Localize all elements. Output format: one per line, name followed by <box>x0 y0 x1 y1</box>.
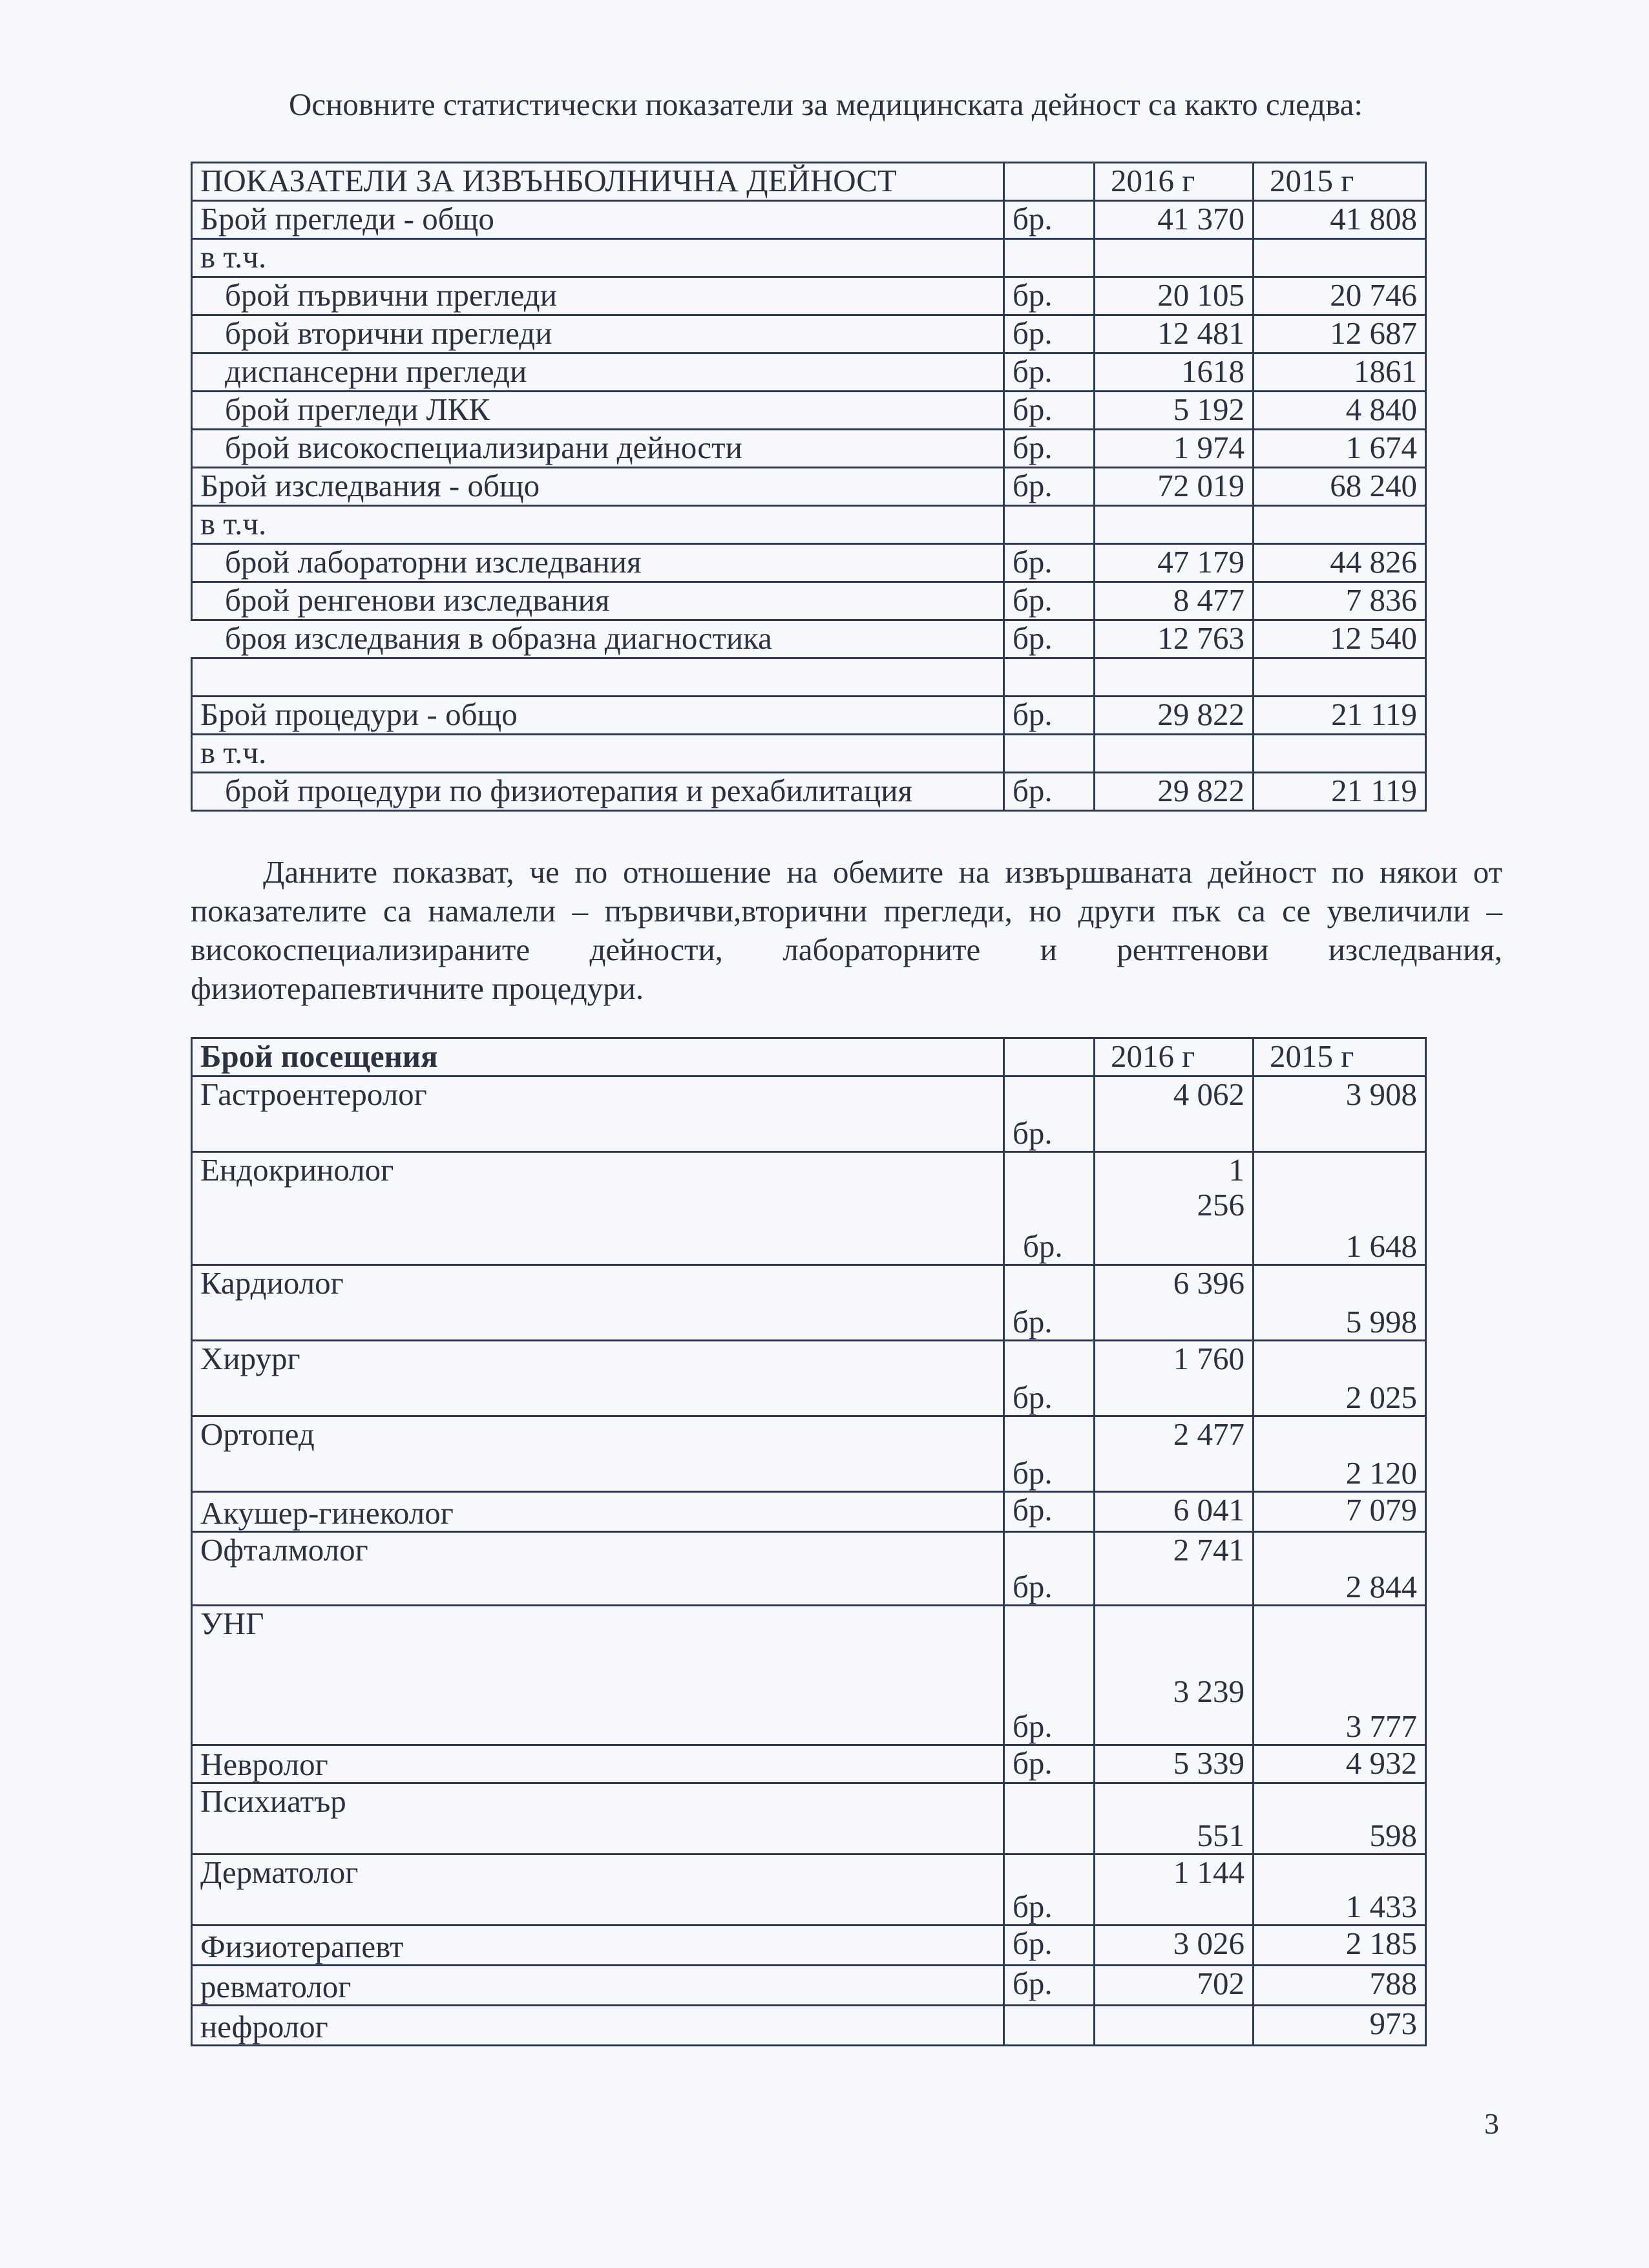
row-2016: 551 <box>1095 1783 1254 1854</box>
row-2015: 7 079 <box>1254 1492 1426 1532</box>
table-row <box>192 735 1426 773</box>
row-2016 <box>1095 2006 1254 2046</box>
row-unit: бр. <box>1004 1492 1095 1532</box>
summary-paragraph <box>191 853 1502 1008</box>
row-unit: бр. <box>1004 1152 1095 1265</box>
table-row <box>192 1606 1426 1745</box>
table-row-spacer <box>192 658 1426 697</box>
row-unit: бр. <box>1004 1854 1095 1926</box>
header-unit <box>1004 163 1095 201</box>
page-number: 3 <box>1484 2107 1499 2140</box>
row-label: Психиатър <box>192 1783 1004 1854</box>
row-2015: 44 826 <box>1254 544 1426 582</box>
row-unit: бр. <box>1004 582 1095 620</box>
row-2015: 598 <box>1254 1783 1426 1854</box>
row-unit: бр. <box>1004 1966 1095 2006</box>
header-label: ПОКАЗАТЕЛИ ЗА ИЗВЪНБОЛНИЧНА ДЕЙНОСТ <box>192 163 1004 201</box>
row-label: диспансерни прегледи <box>192 353 1004 392</box>
row-label: Невролог <box>192 1745 1004 1783</box>
row-unit: бр. <box>1004 773 1095 811</box>
header-2016: 2016 г <box>1095 163 1254 201</box>
row-unit: бр. <box>1004 1926 1095 1966</box>
header-2015: 2015 г <box>1254 163 1426 201</box>
row-2015: 4 840 <box>1254 392 1426 430</box>
table-row <box>192 315 1426 353</box>
row-2015: 1861 <box>1254 353 1426 392</box>
row-2016: 20 105 <box>1095 277 1254 315</box>
row-2015: 2 185 <box>1254 1926 1426 1966</box>
row-2015: 788 <box>1254 1966 1426 2006</box>
row-2016: 2 741 <box>1095 1532 1254 1606</box>
table-row <box>192 1532 1426 1606</box>
row-label: брой ренгенови изследвания <box>192 582 1004 620</box>
row-label: брой първични прегледи <box>192 277 1004 315</box>
intro-sentence: Основните статистически показатели за медицинската дейност са както следва: <box>289 87 1363 122</box>
table-header-row <box>192 1038 1426 1076</box>
table-row <box>192 1076 1426 1152</box>
row-2016 <box>1095 658 1254 697</box>
row-unit: бр. <box>1004 1745 1095 1783</box>
row-label: броя изследвания в образна диагностика <box>192 620 1004 658</box>
table-row <box>192 468 1426 506</box>
row-2015 <box>1254 735 1426 773</box>
row-unit: бр. <box>1004 392 1095 430</box>
row-label: Ендокринолог <box>192 1152 1004 1265</box>
row-label: брой вторични прегледи <box>192 315 1004 353</box>
row-2015: 12 540 <box>1254 620 1426 658</box>
row-2015: 2 025 <box>1254 1341 1426 1416</box>
row-label: Акушер-гинеколог <box>192 1492 1004 1532</box>
row-label: Брой прегледи - общо <box>192 201 1004 239</box>
row-unit: бр. <box>1004 1341 1095 1416</box>
table-row <box>192 239 1426 277</box>
row-2015: 3 777 <box>1254 1606 1426 1745</box>
row-label: Брой процедури - общо <box>192 697 1004 735</box>
row-unit: бр. <box>1004 1416 1095 1492</box>
row-label: брой лабораторни изследвания <box>192 544 1004 582</box>
row-label: брой високоспециализирани дейности <box>192 430 1004 468</box>
row-2016: 47 179 <box>1095 544 1254 582</box>
header-label: Брой посещения <box>192 1038 1004 1076</box>
row-label: нефролог <box>192 2006 1004 2046</box>
row-unit <box>1004 506 1095 544</box>
row-label: ревматолог <box>192 1966 1004 2006</box>
row-unit: бр. <box>1004 201 1095 239</box>
row-2015: 7 836 <box>1254 582 1426 620</box>
row-unit: бр. <box>1004 277 1095 315</box>
row-2016-line1: 1 <box>1228 1152 1245 1188</box>
row-unit: бр. <box>1004 1532 1095 1606</box>
row-2016: 4 062 <box>1095 1076 1254 1152</box>
table-row <box>192 620 1426 658</box>
row-2016 <box>1095 1152 1254 1265</box>
row-2016-line2: 256 <box>1197 1187 1245 1223</box>
row-label <box>192 658 1004 697</box>
row-unit: бр. <box>1004 430 1095 468</box>
row-2016: 12 763 <box>1095 620 1254 658</box>
row-2016: 2 477 <box>1095 1416 1254 1492</box>
row-2015 <box>1254 506 1426 544</box>
row-2015: 5 998 <box>1254 1265 1426 1341</box>
row-2016: 41 370 <box>1095 201 1254 239</box>
row-2016: 6 041 <box>1095 1492 1254 1532</box>
row-2016: 1 974 <box>1095 430 1254 468</box>
row-2016: 5 339 <box>1095 1745 1254 1783</box>
row-unit: бр. <box>1004 315 1095 353</box>
table-row <box>192 1341 1426 1416</box>
row-2015: 2 844 <box>1254 1532 1426 1606</box>
row-label: Кардиолог <box>192 1265 1004 1341</box>
table-row <box>192 697 1426 735</box>
row-label: брой прегледи ЛКК <box>192 392 1004 430</box>
row-unit <box>1004 1783 1095 1854</box>
row-unit: бр. <box>1004 1606 1095 1745</box>
row-2016: 8 477 <box>1095 582 1254 620</box>
row-label: в т.ч. <box>192 506 1004 544</box>
row-2016: 702 <box>1095 1966 1254 2006</box>
row-unit: бр. <box>1004 697 1095 735</box>
table-row <box>192 1265 1426 1341</box>
row-2016: 3 026 <box>1095 1926 1254 1966</box>
row-2016: 29 822 <box>1095 697 1254 735</box>
row-label: Дерматолог <box>192 1854 1004 1926</box>
row-label: Хирург <box>192 1341 1004 1416</box>
row-2015: 1 648 <box>1254 1152 1426 1265</box>
table-row <box>192 1745 1426 1783</box>
table-row <box>192 2006 1426 2046</box>
row-label: Физиотерапевт <box>192 1926 1004 1966</box>
visits-by-specialty-table <box>191 1037 1427 2046</box>
summary-text: Данните показват, че по отношение на обемите на извършваната дейност по някои от показателите са намалели – първичви,вторични прегледи, но други пък са се увеличили – високоспециализираните дейности, лабораторните и рентгенови изследвания, физиотерапевтичните процедури. <box>191 854 1502 1006</box>
row-label: УНГ <box>192 1606 1004 1745</box>
row-2015: 1 433 <box>1254 1854 1426 1926</box>
row-2015 <box>1254 239 1426 277</box>
table-row <box>192 353 1426 392</box>
row-2016: 1618 <box>1095 353 1254 392</box>
row-label: Брой изследвания - общо <box>192 468 1004 506</box>
row-2015: 1 674 <box>1254 430 1426 468</box>
row-label: в т.ч. <box>192 735 1004 773</box>
row-2016: 5 192 <box>1095 392 1254 430</box>
row-2015 <box>1254 658 1426 697</box>
row-label: брой процедури по физиотерапия и рехабилитация <box>192 773 1004 811</box>
header-unit <box>1004 1038 1095 1076</box>
table-row <box>192 582 1426 620</box>
row-label: Гастроентеролог <box>192 1076 1004 1152</box>
table-row <box>192 201 1426 239</box>
row-2015: 20 746 <box>1254 277 1426 315</box>
row-2016: 3 239 <box>1095 1606 1254 1745</box>
table-row <box>192 1854 1426 1926</box>
row-unit: бр. <box>1004 353 1095 392</box>
table-row <box>192 1966 1426 2006</box>
table-header-row <box>192 163 1426 201</box>
row-2016: 12 481 <box>1095 315 1254 353</box>
row-unit <box>1004 658 1095 697</box>
row-2016: 6 396 <box>1095 1265 1254 1341</box>
row-unit: бр. <box>1004 1265 1095 1341</box>
table-row <box>192 430 1426 468</box>
row-2016 <box>1095 735 1254 773</box>
row-2015: 21 119 <box>1254 697 1426 735</box>
table-row <box>192 1152 1426 1265</box>
row-unit <box>1004 2006 1095 2046</box>
row-unit: бр. <box>1004 1076 1095 1152</box>
table-row <box>192 506 1426 544</box>
row-2016: 29 822 <box>1095 773 1254 811</box>
table-row <box>192 1492 1426 1532</box>
row-2015: 2 120 <box>1254 1416 1426 1492</box>
row-2016: 1 760 <box>1095 1341 1254 1416</box>
row-2015: 973 <box>1254 2006 1426 2046</box>
table-row <box>192 277 1426 315</box>
row-2015: 3 908 <box>1254 1076 1426 1152</box>
table-row <box>192 1926 1426 1966</box>
row-label: Ортопед <box>192 1416 1004 1492</box>
table-row <box>192 544 1426 582</box>
row-label: Офталмолог <box>192 1532 1004 1606</box>
table-row <box>192 1783 1426 1854</box>
row-unit: бр. <box>1004 620 1095 658</box>
outpatient-indicators-table <box>191 162 1427 812</box>
table-row <box>192 392 1426 430</box>
row-2015: 68 240 <box>1254 468 1426 506</box>
row-2015: 41 808 <box>1254 201 1426 239</box>
row-2015: 12 687 <box>1254 315 1426 353</box>
row-unit: бр. <box>1004 468 1095 506</box>
row-2016 <box>1095 239 1254 277</box>
row-unit <box>1004 239 1095 277</box>
row-2015: 21 119 <box>1254 773 1426 811</box>
row-unit <box>1004 735 1095 773</box>
row-2016: 1 144 <box>1095 1854 1254 1926</box>
row-label: в т.ч. <box>192 239 1004 277</box>
row-2016 <box>1095 506 1254 544</box>
header-2016: 2016 г <box>1095 1038 1254 1076</box>
table-row <box>192 773 1426 811</box>
header-2015: 2015 г <box>1254 1038 1426 1076</box>
row-unit: бр. <box>1004 544 1095 582</box>
row-2015: 4 932 <box>1254 1745 1426 1783</box>
row-2016: 72 019 <box>1095 468 1254 506</box>
table-row <box>192 1416 1426 1492</box>
